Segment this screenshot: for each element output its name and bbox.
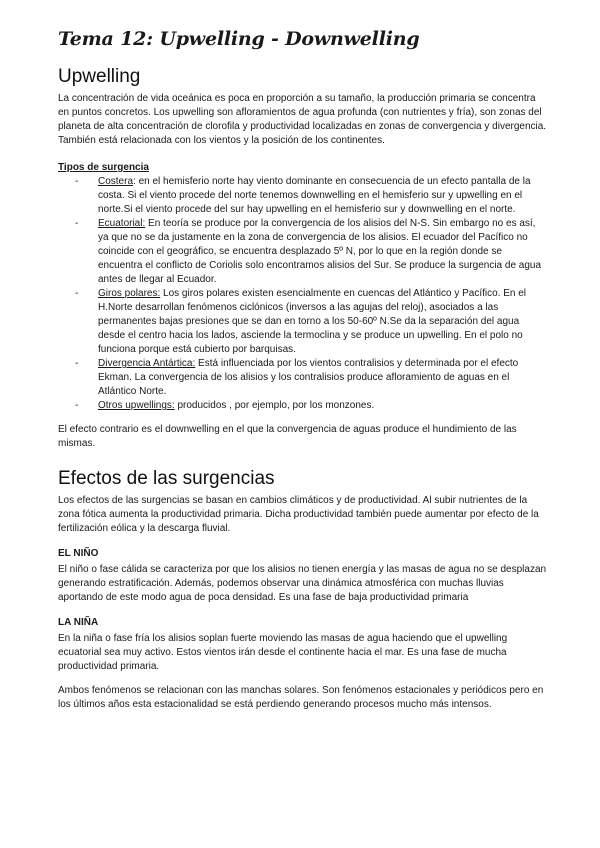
upwelling-heading: Upwelling [58,66,141,87]
type-text: Está influenciada por los vientos contralisios y determinada por el efecto Ekman. La convergencia de los alisios y los contralisios produce afloramiento de aguas en el Atlántico Norte. [98,358,519,397]
effects-final: Ambos fenómenos se relacionan con las manchas solares. Son fenómenos estacionales y periódicos pero en los últimos años esta estacionalidad se está perdiendo generando procesos mucho más intensos. [58,685,544,710]
type-text: Los giros polares existen esencialmente en cuencas del Atlántico y Pacífico. En el H.Norte desarrollan fenómenos ciclónicos (inversos a las agujas del reloj), asociados a las permanentes bajas presiones que se dan en torno a los 50-60º N.Se da la separación del agua desde el centro hacia los lados, asciende la termoclina y se produce un upwelling. En el polo no funciona porque está cubierto por barquisas. [98,288,527,355]
nino-text: El niño o fase cálida se caracteriza por que los alisios no tienen energía y las masas de agua no se desplazan generando estratificación. Además, podemos observar una dinámica atmosférica con muchas lluvias aportando de este modo agua de poca densidad. Es una fase de baja productividad primaria [58,564,547,603]
document-page [58,28,548,712]
list-item [98,357,548,399]
list-item [98,175,548,217]
upwelling-closing: El efecto contrario es el downwelling en el que la convergencia de aguas produce el hundimiento de las mismas. [58,424,517,449]
list-item [98,287,548,357]
upwelling-intro: La concentración de vida oceánica es poca en proporción a su tamaño, la producción primaria se concentra en puntos concretos. Los upwelling son afloramientos de agua profunda (con nutrientes y fría), son zonas del planeta de alta concentración de clorofila y productividad localizadas en zonas de convergencia y divergencia. También está relacionada con los vientos y la posición de los continentes. [58,93,547,146]
nino-heading: EL NIÑO [58,548,99,559]
type-text: : en el hemisferio norte hay viento dominante en consecuencia de un efecto pantalla de la costa. Si el viento procede del norte tenemos downwelling en el hemisferio sur y upwelling en el norte.Si el viento procede del sur hay upwelling en el hemisferio sur y downwelling en el norte. [98,176,531,215]
effects-heading: Efectos de las surgencias [58,468,275,489]
list-item [98,217,548,287]
type-term-costera: Costera [98,176,134,187]
list-item [98,399,548,413]
nina-heading: LA NIÑA [58,617,99,628]
type-term-divergencia-antartica: Divergencia Antártica: [98,358,196,369]
types-heading: Tipos de surgencia [58,162,149,173]
effects-intro: Los efectos de las surgencias se basan en cambios climáticos y de productividad. Al subir nutrientes de la zona fótica aumenta la productividad primaria. Dicha productividad también puede aumentar por efecto de la fertilización eólica y la descarga fluvial. [58,495,539,534]
type-text: producidos , por ejemplo, por los monzones. [174,400,375,411]
types-list [58,175,548,413]
type-term-giros-polares: Giros polares: [98,288,161,299]
document-title: Tema 12: Upwelling - Downwelling [58,28,420,50]
type-term-otros-upwellings: Otros upwellings: [98,400,175,411]
type-text: En teoría se produce por la convergencia de los alisios del N-S. Sin embargo no es así, ya que no se da justamente en la zona de convergencia de los alisios. El ecuador del Pacífico no coincide con el geográfico, se encuentra desplazado 5º N, por lo que en la región donde se encuentra el conflicto de Coriolis solo encontramos alisios del Sur. Se produce la surgencia de agua antes de llegar al Ecuador. [98,218,542,285]
type-term-ecuatorial: Ecuatorial: [98,218,146,229]
nina-text: En la niña o fase fría los alisios soplan fuerte moviendo las masas de agua haciendo que el upwelling ecuatorial sea muy activo. Estos vientos irán desde el continente hacia el mar. Es una fase de mucha productividad primaria. [58,633,508,672]
